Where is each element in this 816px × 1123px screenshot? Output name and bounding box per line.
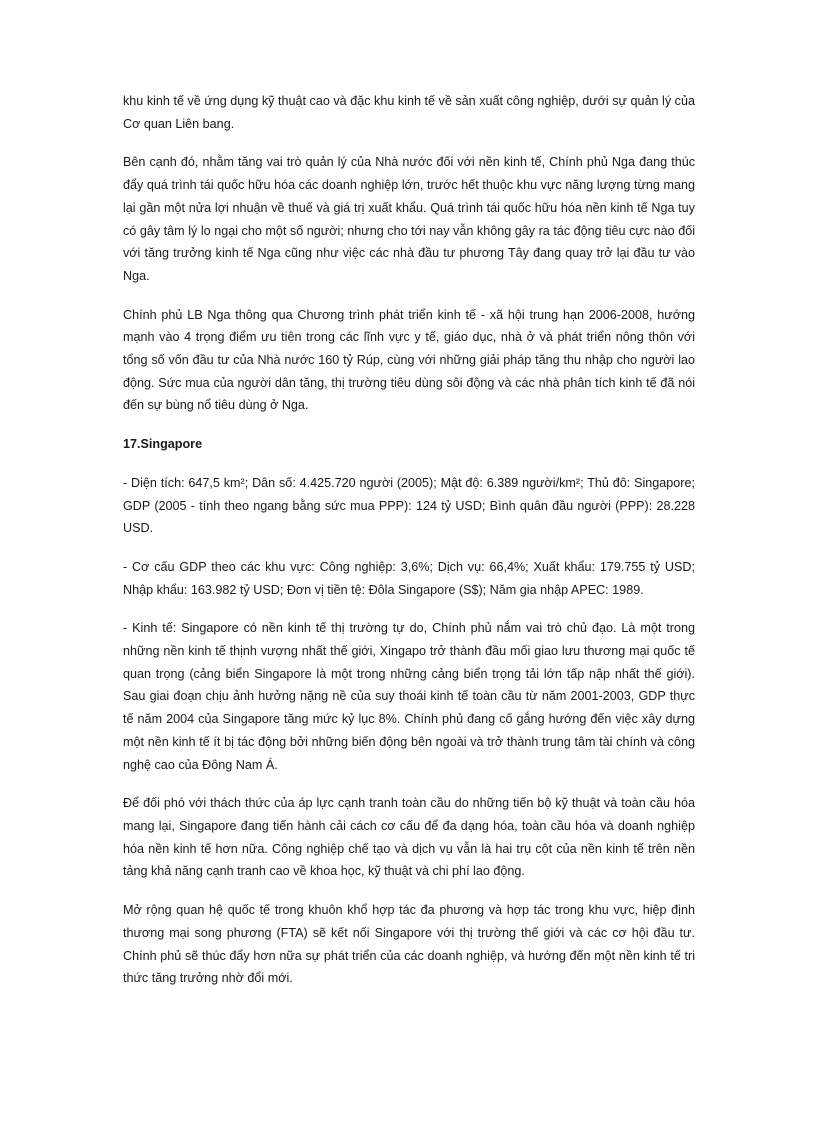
paragraph-economic-zones: khu kinh tế về ứng dụng kỹ thuật cao và đặc khu kinh tế về sản xuất công nghiệp, dưới sự quản lý của Cơ quan Liên bang.: [123, 94, 695, 131]
paragraph-singapore-economy: - Kinh tế: Singapore có nền kinh tế thị trường tự do, Chính phủ nắm vai trò chủ đạo. Là một trong những nền kinh tế thịnh vượng nhất thế giới, Xingapo trở thành đầu mối giao lưu thương mại quốc tế quan trọng (cảng biển Singapore là một trong những cảng biển trọng tải lớn tấp nập nhất thế giới). Sau giai đoạn chịu ảnh hưởng nặng nề của suy thoái kinh tế toàn cầu từ năm 2001-2003, GDP thực tế năm 2004 của Singapore tăng mức kỷ lục 8%. Chính phủ đang cố gắng hướng đến việc xây dựng một nền kinh tế ít bị tác động bởi những biến động bên ngoài và trở thành trung tâm tài chính và công nghệ cao của Đông Nam Á.: [123, 621, 695, 772]
section-heading-singapore: 17.Singapore: [123, 437, 203, 452]
paragraph-development-program: Chính phủ LB Nga thông qua Chương trình phát triển kinh tế - xã hội trung hạn 2006-2008, hướng mạnh vào 4 trọng điểm ưu tiên trong các lĩnh vực y tế, giáo dục, nhà ở và phát triển nông thôn với tổng số vốn đầu tư của Nhà nước 160 tỷ Rúp, cùng với những giải pháp tăng thu nhập cho người lao động. Sức mua của người dân tăng, thị trường tiêu dùng sôi động và các nhà phân tích kinh tế đã nói đến sự bùng nổ tiêu dùng ở Nga.: [123, 307, 695, 413]
paragraph-singapore-overview: - Diện tích: 647,5 km²; Dân số: 4.425.720 người (2005); Mật độ: 6.389 người/km²; Thủ đô: Singapore; GDP (2005 - tính theo ngang bằng sức mua PPP): 124 tỷ USD; Bình quân đầu người (PPP): 28.228 USD.: [123, 475, 695, 536]
paragraph-singapore-reforms: Để đối phó với thách thức của áp lực cạnh tranh toàn cầu do những tiến bộ kỹ thuật và toàn cầu hóa mang lại, Singapore đang tiến hành cải cách cơ cấu để đa dạng hóa, toàn cầu hóa và doanh nghiệp hóa nền kinh tế hơn nữa. Công nghiệp chế tạo và dịch vụ vẫn là hai trụ cột của nền kinh tế trên nền tảng khả năng cạnh tranh cao về khoa học, kỹ thuật và chi phí lao động.: [123, 796, 695, 879]
paragraph-singapore-international: Mở rộng quan hệ quốc tế trong khuôn khổ hợp tác đa phương và hợp tác trong khu vực, hiệp định thương mại song phương (FTA) sẽ kết nối Singapore với thị trường thế giới và các cơ hội đầu tư. Chính phủ sẽ thúc đẩy hơn nữa sự phát triển của các doanh nghiệp, và hướng đến một nền kinh tế tri thức tăng trưởng nhờ đổi mới.: [123, 903, 695, 986]
paragraph-singapore-gdp-structure: - Cơ cấu GDP theo các khu vực: Công nghiệp: 3,6%; Dịch vụ: 66,4%; Xuất khẩu: 179.755 tỷ USD; Nhập khẩu: 163.982 tỷ USD; Đơn vị tiền tệ: Đôla Singapore (S$); Năm gia nhập APEC: 1989.: [123, 559, 695, 597]
paragraph-renationalization: Bên cạnh đó, nhằm tăng vai trò quản lý của Nhà nước đối với nền kinh tế, Chính phủ Nga đang thúc đẩy quá trình tái quốc hữu hóa các doanh nghiệp lớn, trước hết thuộc khu vực năng lượng từng mang lại gần một nửa lợi nhuận về thuế và giá trị xuất khẩu. Quá trình tái quốc hữu hóa nền kinh tế Nga tuy có gây tâm lý lo ngại cho một số người; nhưng cho tới nay vẫn không gây ra tác động tiêu cực nào đối với tăng trưởng kinh tế Nga cũng như việc các nhà đầu tư phương Tây đang quay trở lại đầu tư vào Nga.: [123, 155, 695, 283]
document-page: [123, 90, 695, 1006]
